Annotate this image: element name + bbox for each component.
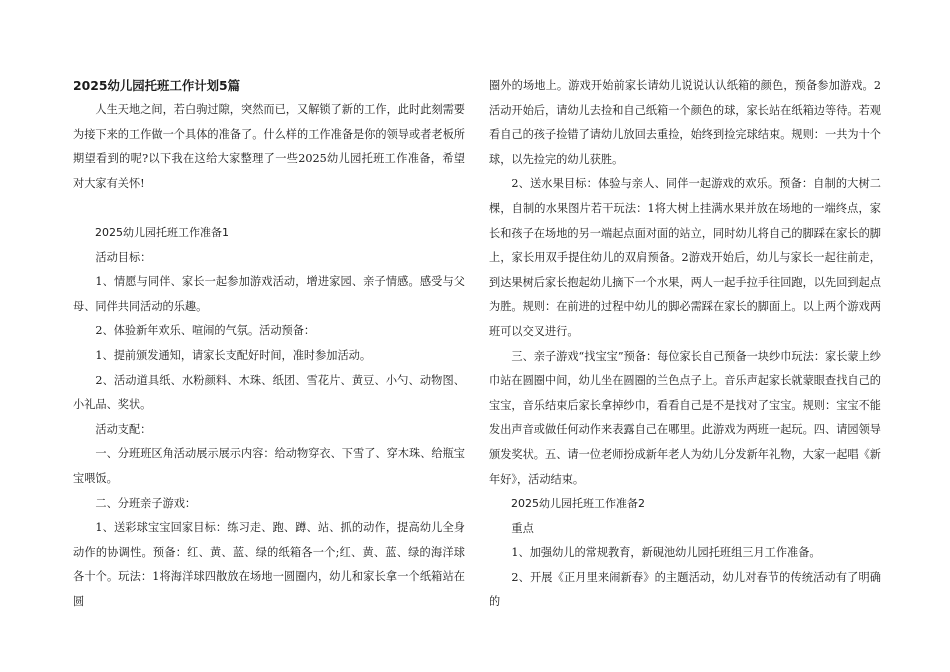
paragraph: 活动支配： [95,422,152,436]
paragraph: 2、活动道具纸、水粉颜料、木珠、纸团、雪花片、黄豆、小勺、动物图、小礼品、奖状。 [73,373,465,412]
paragraph: 人生天地之间，若白驹过隙，突然而已，又解锁了新的工作，此时此刻需要为接下来的工作做一个具体的准备了。什么样的工作准备是你的领导或者老板所期望看到的呢?以下我在这给大家整理了一些2025幼儿园托班工作准备，希望对大家有关怀! [73,103,465,190]
left-column-body [73,98,465,614]
paragraph: 圈外的场地上。游戏开始前家长请幼儿说说认认纸箱的颜色，预备参加游戏。2活动开始后，请幼儿去捡和自己纸箱一个颜色的球，家长站在纸箱边等待。若观看自己的孩子捡错了请幼儿放回去重捡，始终到捡完球结束。规则：一共为十个球，以先捡完的幼儿获胜。 [489,79,881,166]
paragraph: 2、送水果目标：体验与亲人、同伴一起游戏的欢乐。预备：自制的大树二棵，自制的水果图片若干玩法：1将大树上挂满水果并放在场地的一端终点，家长和孩子在场地的另一端起点面对面的站立，同时幼儿将自己的脚踩在家长的脚上，家长用双手提住幼儿的双肩预备。2游戏开始后，幼儿与家长一起往前走，到达果树后家长抱起幼儿摘下一个水果，两人一起手拉手往回跑，以先回到起点为胜。规则：在前进的过程中幼儿的脚必需踩在家长的脚面上。以上两个游戏两班可以交叉进行。 [489,177,881,338]
paragraph: 2、体验新年欢乐、喧闹的气氛。活动预备： [95,324,316,338]
document-title: 2025幼儿园托班工作计划5篇 [73,78,241,93]
section-heading: 2025幼儿园托班工作准备2 [511,497,645,511]
paragraph: 二、分班亲子游戏： [95,496,197,510]
paragraph: 1、加强幼儿的常规教育，新硯池幼儿园托班组三月工作准备。 [511,546,821,560]
paragraph: 重点 [511,521,534,535]
paragraph: 1、送彩球宝宝回家目标：练习走、跑、蹲、站、抓的动作，提高幼儿全身动作的协调性。预备：红、黄、蓝、绿的纸箱各一个;红、黄、蓝、绿的海洋球各十个。玩法：1将海洋球四散放在场地一圆圈内，幼儿和家长拿一个纸箱站在圆 [73,521,465,608]
paragraph-spacer [73,196,465,221]
right-column [489,74,881,615]
paragraph: 一、分班班区角活动展示展示内容：给动物穿衣、下雪了、穿木珠、给瓶宝宝喂饭。 [73,447,465,485]
paragraph: 1、情愿与同伴、家长一起参加游戏活动，增进家园、亲子情感。感受与父母、同伴共同活动的乐趣。 [73,275,465,313]
paragraph: 三、亲子游戏“找宝宝”预备：每位家长自己预备一块纱巾玩法：家长蒙上纱巾站在圆圈中间，幼儿坐在圆圈的兰色点子上。音乐声起家长就蒙眼查找自己的宝宝，音乐结束后家长拿掉纱巾，看看自己是不是找对了宝宝。规则：宝宝不能发出声音或做任何动作来表露自己在哪里。此游戏为两班一起玩。四、请园领导颁发奖状。五、请一位老师扮成新年老人为幼儿分发新年礼物，大家一起唱《新年好》，活动结束。 [489,349,881,486]
section-heading: 2025幼儿园托班工作准备1 [95,225,229,239]
paragraph: 2、开展《正月里来闹新春》的主题活动，幼儿对春节的传统活动有了明确的 [489,570,881,609]
paragraph: 1、提前颁发通知，请家长支配好时间，准时参加活动。 [95,348,372,362]
left-column [73,74,465,614]
paragraph: 活动目标： [95,250,152,264]
right-column-body [489,74,881,615]
